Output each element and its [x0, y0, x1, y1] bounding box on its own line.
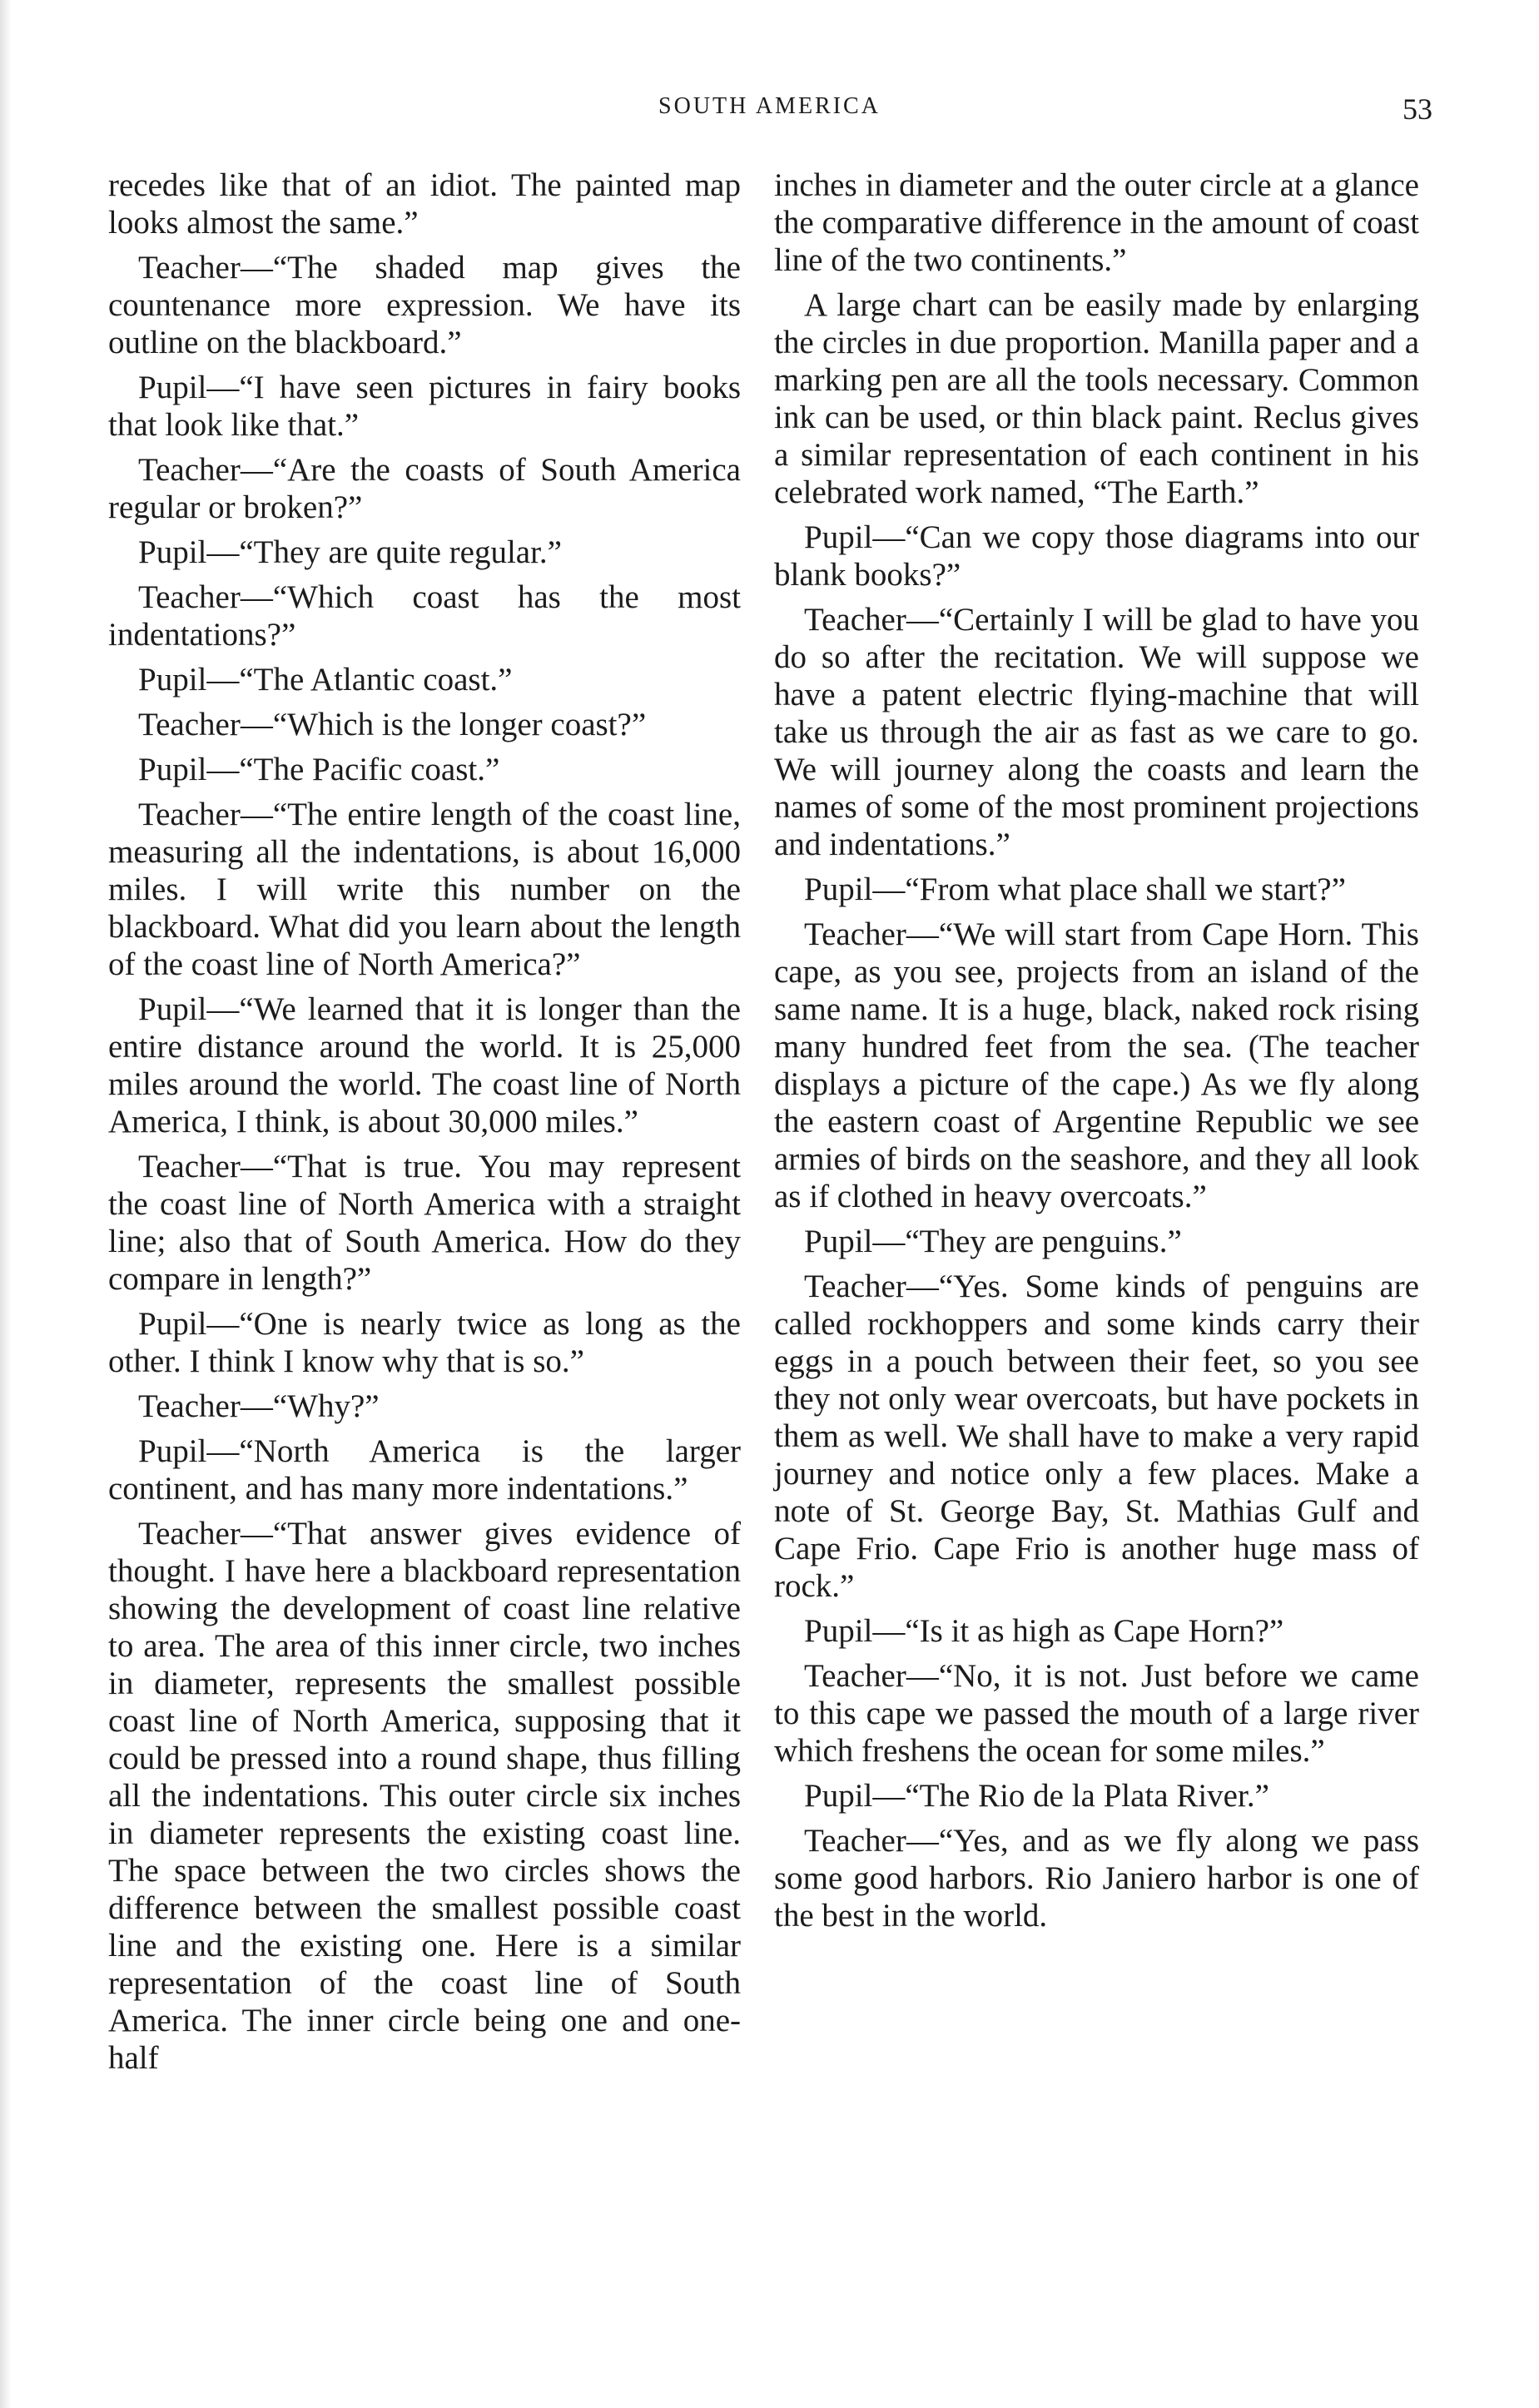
paragraph: Teacher—“That answer gives evidence of thought. I have here a blackboard representation showing the development of coast line relative to area. The area of this inner circle, two inches in diameter, represents the smallest possible coast line of North America, supposing that it could be pressed into a round shape, thus filling all the indentations. This outer circle six inches in diameter represents the existing coast line. The space between the two circles shows the difference between the smallest possible coast line and the existing one. Here is a similar representation of the coast line of South America. The inner circle being one and one-half	[108, 1516, 741, 2076]
paragraph: Pupil—“Is it as high as Cape Horn?”	[804, 1613, 1284, 1649]
paragraph: Teacher—“That is true. You may represent the coast line of North America with a straight line; also that of South America. How do they compare in length?”	[108, 1149, 741, 1297]
left-column	[108, 166, 741, 2084]
paragraph: Pupil—“One is nearly twice as long as the other. I think I know why that is so.”	[108, 1306, 741, 1379]
page-number: 53	[1402, 92, 1432, 126]
paragraph: Teacher—“Certainly I will be glad to have you do so after the recitation. We will suppose we have a patent electric flying-machine that will take us through the air as fast as we care to go. We will journey along the coasts and learn the names of some of the most prominent projections and indentations.”	[774, 602, 1419, 862]
paragraph: Pupil—“The Atlantic coast.”	[138, 662, 513, 698]
paragraph: Pupil—“They are quite regular.”	[138, 534, 562, 570]
paragraph: Teacher—“Are the coasts of South America regular or broken?”	[108, 452, 741, 525]
scan-edge	[0, 0, 12, 2408]
paragraph: Pupil—“Can we copy those diagrams into our blank books?”	[774, 519, 1419, 593]
page-header	[0, 93, 1539, 135]
paragraph: Pupil—“I have seen pictures in fairy books that look like that.”	[108, 370, 741, 443]
paragraph: recedes like that of an idiot. The painted map looks almost the same.”	[108, 167, 741, 241]
paragraph: Teacher—“Which is the longer coast?”	[138, 707, 647, 742]
right-column	[774, 166, 1419, 1942]
paragraph: Pupil—“We learned that it is longer than the entire distance around the world. It is 25,000 miles around the world. The coast line of North America, I think, is about 30,000 miles.”	[108, 991, 741, 1139]
paragraph: A large chart can be easily made by enlarging the circles in due proportion. Manilla paper and a marking pen are all the tools necessary. Common ink can be used, or thin black paint. Reclus gives a similar representation of each continent in his celebrated work named, “The Earth.”	[774, 287, 1419, 510]
paragraph: Pupil—“They are penguins.”	[804, 1224, 1182, 1259]
paragraph: Pupil—“The Rio de la Plata River.”	[804, 1778, 1269, 1814]
paragraph: Teacher—“Which coast has the most indentations?”	[108, 579, 741, 653]
paragraph: Teacher—“Yes, and as we fly along we pass some good harbors. Rio Janiero harbor is one of the best in the world.	[774, 1823, 1419, 1934]
paragraph: Teacher—“Why?”	[138, 1388, 380, 1424]
paragraph: Teacher—“We will start from Cape Horn. This cape, as you see, projects from an island of the same name. It is a huge, black, naked rock rising many hundred feet from the sea. (The teacher displays a picture of the cape.) As we fly along the eastern coast of Argentine Republic we see armies of birds on the seashore, and they all look as if clothed in heavy overcoats.”	[774, 916, 1419, 1214]
paragraph: Pupil—“The Pacific coast.”	[138, 752, 500, 787]
running-head: SOUTH AMERICA	[658, 93, 881, 119]
paragraph: Pupil—“North America is the larger continent, and has many more indentations.”	[108, 1433, 741, 1507]
paragraph: Teacher—“The shaded map gives the countenance more expression. We have its outline on the blackboard.”	[108, 250, 741, 360]
paragraph: Teacher—“No, it is not. Just before we came to this cape we passed the mouth of a large river which freshens the ocean for some miles.”	[774, 1658, 1419, 1769]
paragraph: Pupil—“From what place shall we start?”	[804, 871, 1346, 907]
paragraph: Teacher—“The entire length of the coast line, measuring all the indentations, is about 16,000 miles. I will write this number on the blackboard. What did you learn about the length of the coast line of North America?”	[108, 797, 741, 982]
paragraph: Teacher—“Yes. Some kinds of penguins are called rockhoppers and some kinds carry their eggs in a pouch between their feet, so you see they not only wear overcoats, but have pockets in them as well. We shall have to make a very rapid journey and notice only a few places. Make a note of St. George Bay, St. Mathias Gulf and Cape Frio. Cape Frio is another huge mass of rock.”	[774, 1269, 1419, 1604]
paragraph: inches in diameter and the outer circle at a glance the comparative difference in the amount of coast line of the two continents.”	[774, 167, 1419, 278]
